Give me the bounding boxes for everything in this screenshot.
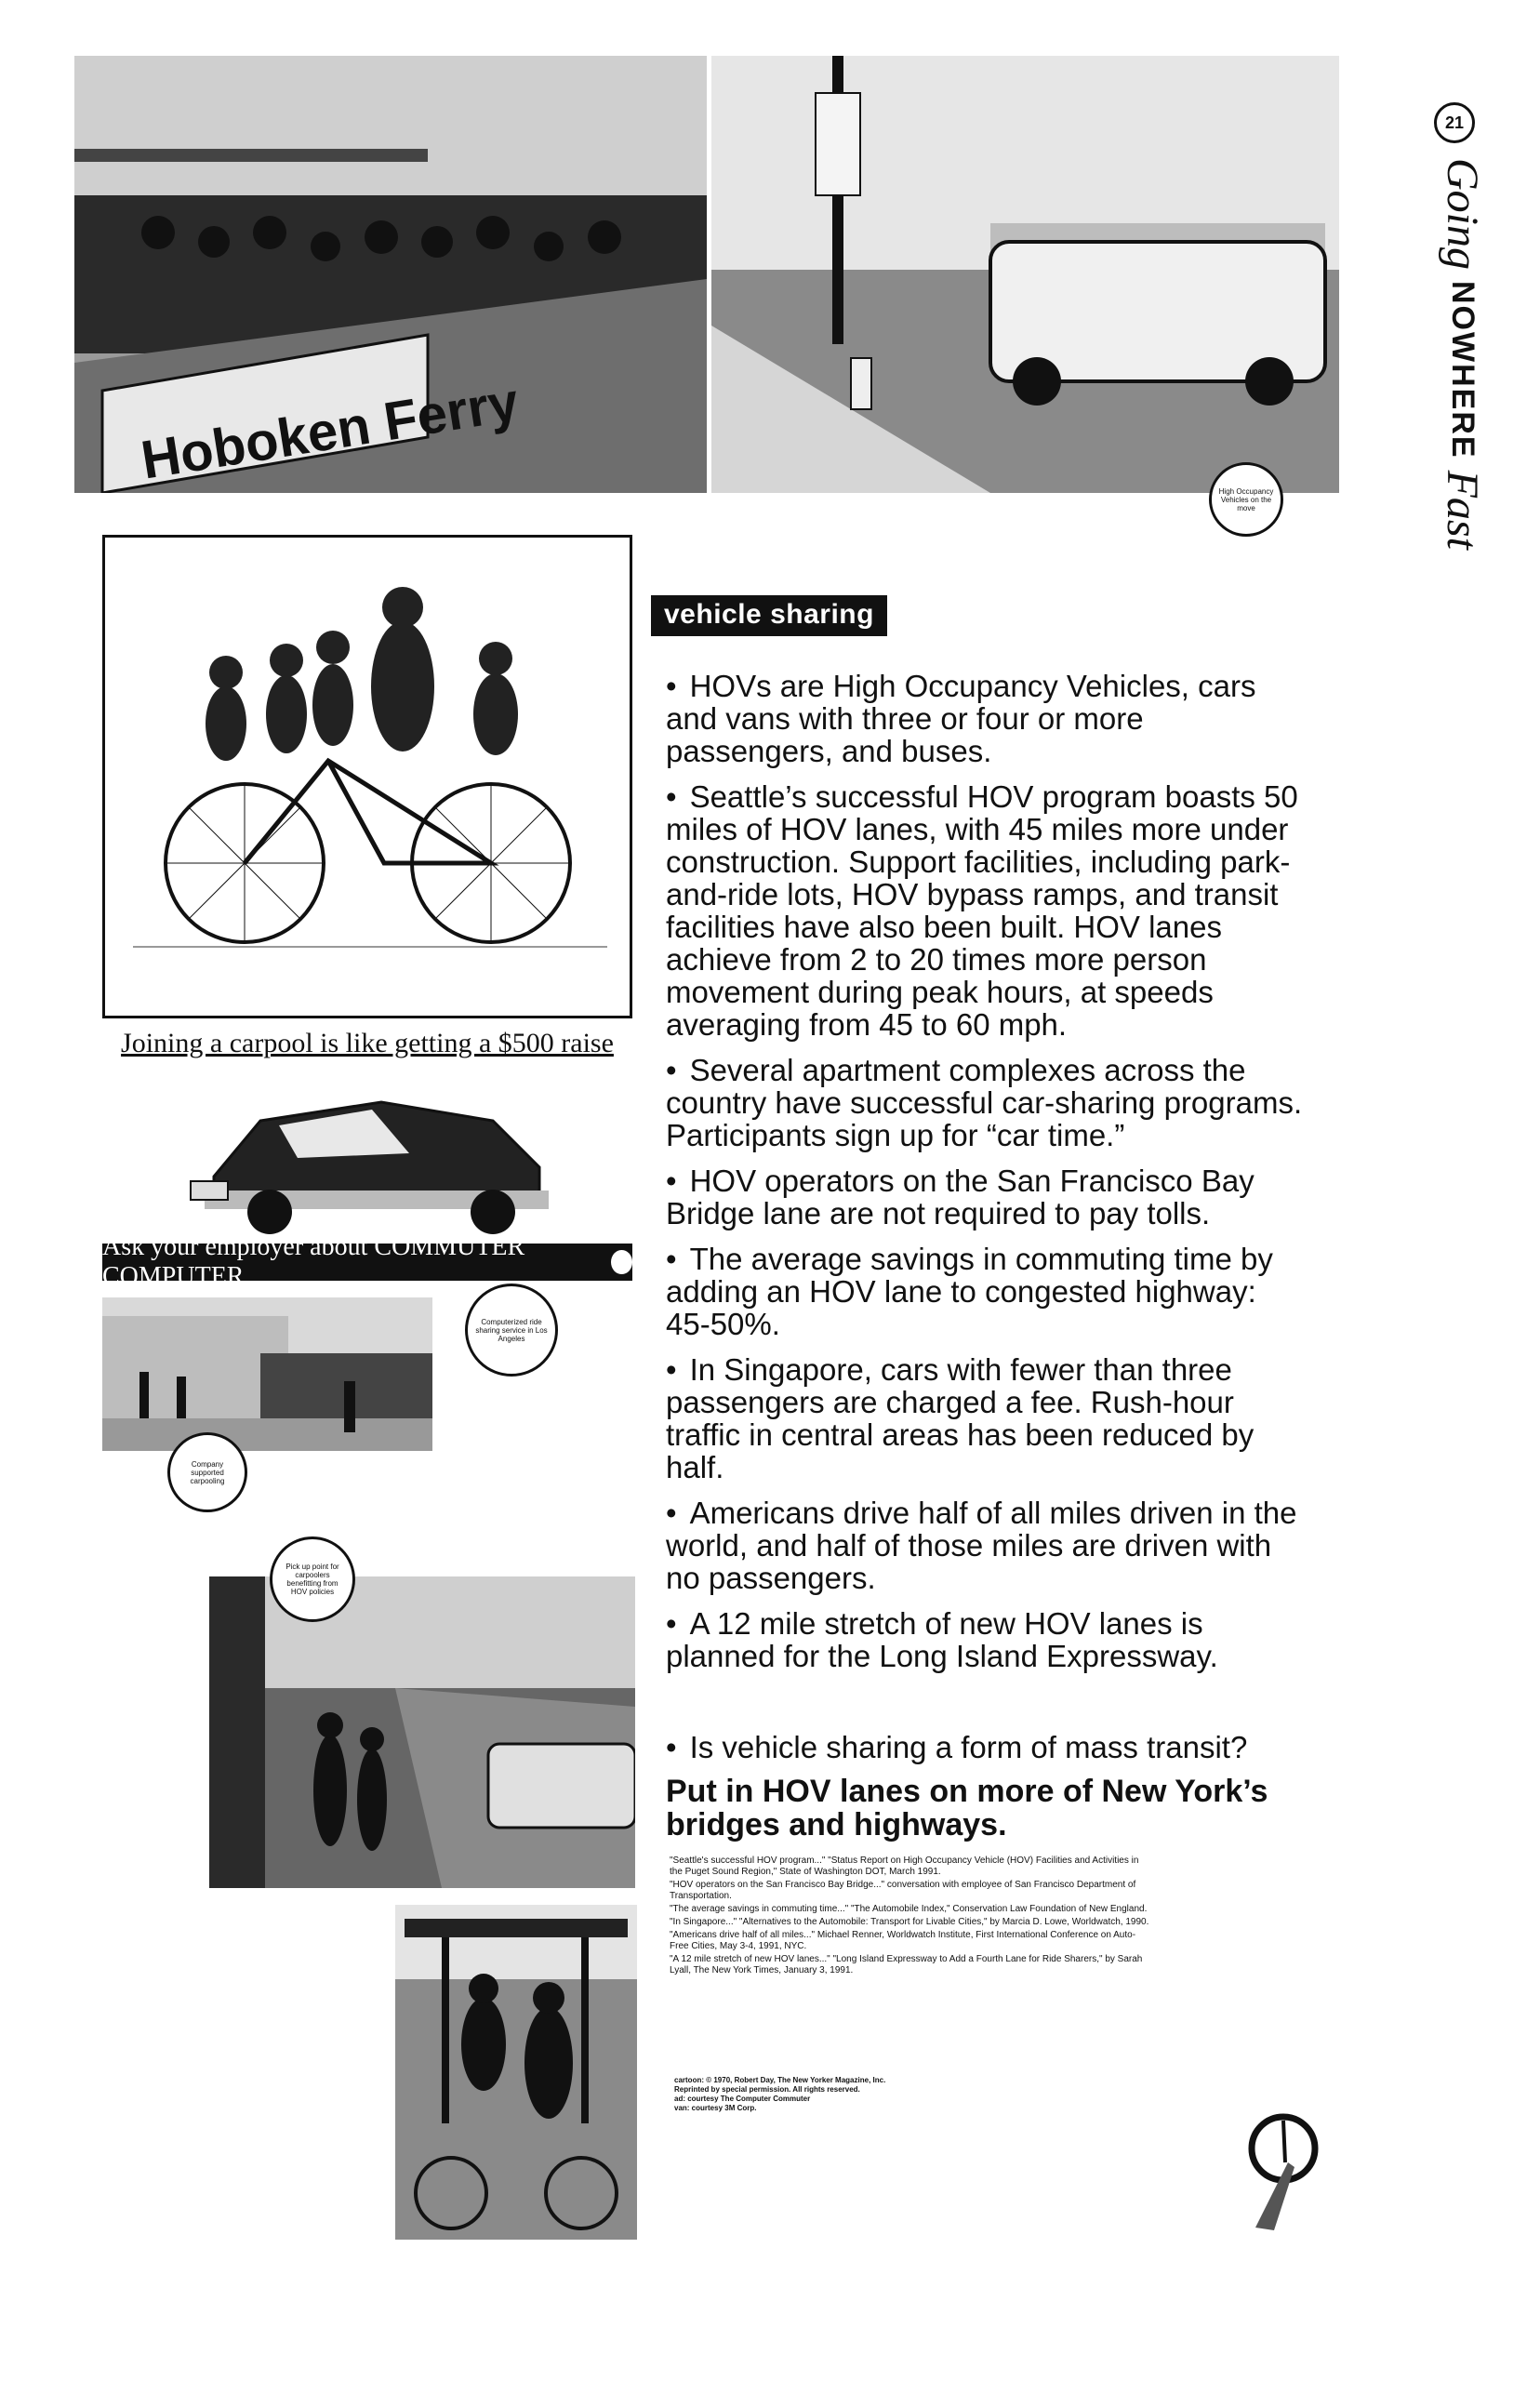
hoboken-ferry-photo (74, 56, 707, 493)
image-credits (674, 2076, 972, 2113)
company-carpooling-photo (102, 1297, 432, 1451)
conclusion-question: • Is vehicle sharing a form of mass transit? (666, 1731, 1317, 1763)
source-note: "A 12 mile stretch of new HOV lanes..." "Long Island Expressway to Add a Fourth Lane for Ride Sharers," by Sarah Lyall, The New York Times, January 3, 1991. (670, 1954, 1143, 1975)
ad-car-illustration (102, 1065, 632, 1242)
source-note: "The average savings in commuting time..." "The Automobile Index," Conservation Law Foundation of New England. (670, 1904, 1148, 1914)
ad-headline: Joining a carpool is like getting a $500 raise (121, 1028, 614, 1058)
side-title (1414, 102, 1516, 549)
title-script-fast: Fast (1438, 470, 1487, 550)
pedicab-photo (395, 1905, 637, 2240)
section-header: vehicle sharing (651, 595, 887, 636)
title-script-going: Going (1438, 158, 1487, 270)
caption-company-carpooling (167, 1432, 247, 1512)
facts-list (666, 670, 1308, 1685)
fact-item: • Americans drive half of all miles driven in the world, and half of those miles are driven with no passengers. (666, 1496, 1308, 1594)
ferry-banner-text: Hoboken Ferry (137, 371, 523, 491)
caption-company-text: Company supported carpooling (190, 1459, 225, 1485)
tandem-bicycle-cartoon (102, 535, 632, 1018)
commuter-computer-ad (102, 1028, 632, 1291)
caption-computerized-ride-sharing (465, 1284, 558, 1377)
fact-item: • HOV operators on the San Francisco Bay Bridge lane are not required to pay tolls. (666, 1164, 1308, 1230)
page-number-badge (1434, 102, 1475, 143)
title-caps-nowhere: NOWHERE (1445, 281, 1480, 459)
caption-computerized-text: Computerized ride sharing service in Los Angeles (475, 1317, 548, 1343)
caption-pickup-text: Pick up point for carpoolers benefitting from HOV policies (285, 1563, 339, 1596)
source-note: "HOV operators on the San Francisco Bay Bridge..." conversation with employee of San Francisco Department of Transportation. (670, 1880, 1136, 1901)
ad-footer-text: Ask your employer about COMMUTER COMPUTER. (102, 1232, 525, 1291)
caption-pickup-point (270, 1536, 355, 1622)
credit-line: Reprinted by special permission. All rights reserved. (674, 2085, 860, 2094)
source-notes (670, 1856, 1153, 1978)
hov-street-photo (711, 56, 1339, 493)
fact-item: • A 12 mile stretch of new HOV lanes is planned for the Long Island Expressway. (666, 1607, 1308, 1672)
fact-item: • HOVs are High Occupancy Vehicles, cars and vans with three or four or more passengers, and buses. (666, 670, 1308, 767)
source-note: "In Singapore..." "Alternatives to the Automobile: Transport for Livable Cities," by Marcia D. Lowe, Worldwatch, 1990. (670, 1917, 1149, 1927)
caption-hov-text: High Occupancy Vehicles on the move (1218, 486, 1274, 512)
call-to-action: Put in HOV lanes on more of New York’s bridges and highways. (666, 1774, 1268, 1842)
fact-item: • In Singapore, cars with fewer than three passengers are charged a fee. Rush-hour traffic in central areas has been reduced by half. (666, 1353, 1308, 1483)
credit-line: cartoon: © 1970, Robert Day, The New Yorker Magazine, Inc. (674, 2076, 886, 2084)
conclusion (666, 1700, 1317, 1842)
pickup-point-photo (209, 1576, 635, 1888)
source-note: "Americans drive half of all miles..." Michael Renner, Worldwatch Institute, First International Conference on Auto-Free Cities, May 3-4, 1991, NYC. (670, 1930, 1136, 1951)
page-number: 21 (1444, 113, 1465, 132)
fact-item: • Seattle’s successful HOV program boasts 50 miles of HOV lanes, with 45 miles more under construction. Support facilities, including park-and-ride lots, HOV bypass ramps, and transit facilities have also been built. HOV lanes achieve from 2 to 20 times more person movement during peak hours, at speeds averaging from 45 to 60 mph. (666, 780, 1308, 1041)
ad-footer (102, 1232, 632, 1291)
source-note: "Seattle's successful HOV program..." "Status Report on High Occupancy Vehicle (HOV) Facilities and Activities in the Puget Sound Region," State of Washington DOT, March 1991. (670, 1856, 1139, 1877)
going-nowhere-logo-icon (1237, 2111, 1330, 2232)
vertical-title (1437, 158, 1488, 550)
fact-item: • The average savings in commuting time by adding an HOV lane to congested highway: 45-50%. (666, 1243, 1308, 1340)
caption-hov-on-the-move (1209, 462, 1283, 537)
credit-line: van: courtesy 3M Corp. (674, 2104, 757, 2112)
fact-item: • Several apartment complexes across the country have successful car-sharing programs. Participants sign up for “car time.” (666, 1054, 1308, 1151)
credit-line: ad: courtesy The Computer Commuter (674, 2095, 811, 2103)
commuter-computer-logo-icon (611, 1250, 632, 1274)
